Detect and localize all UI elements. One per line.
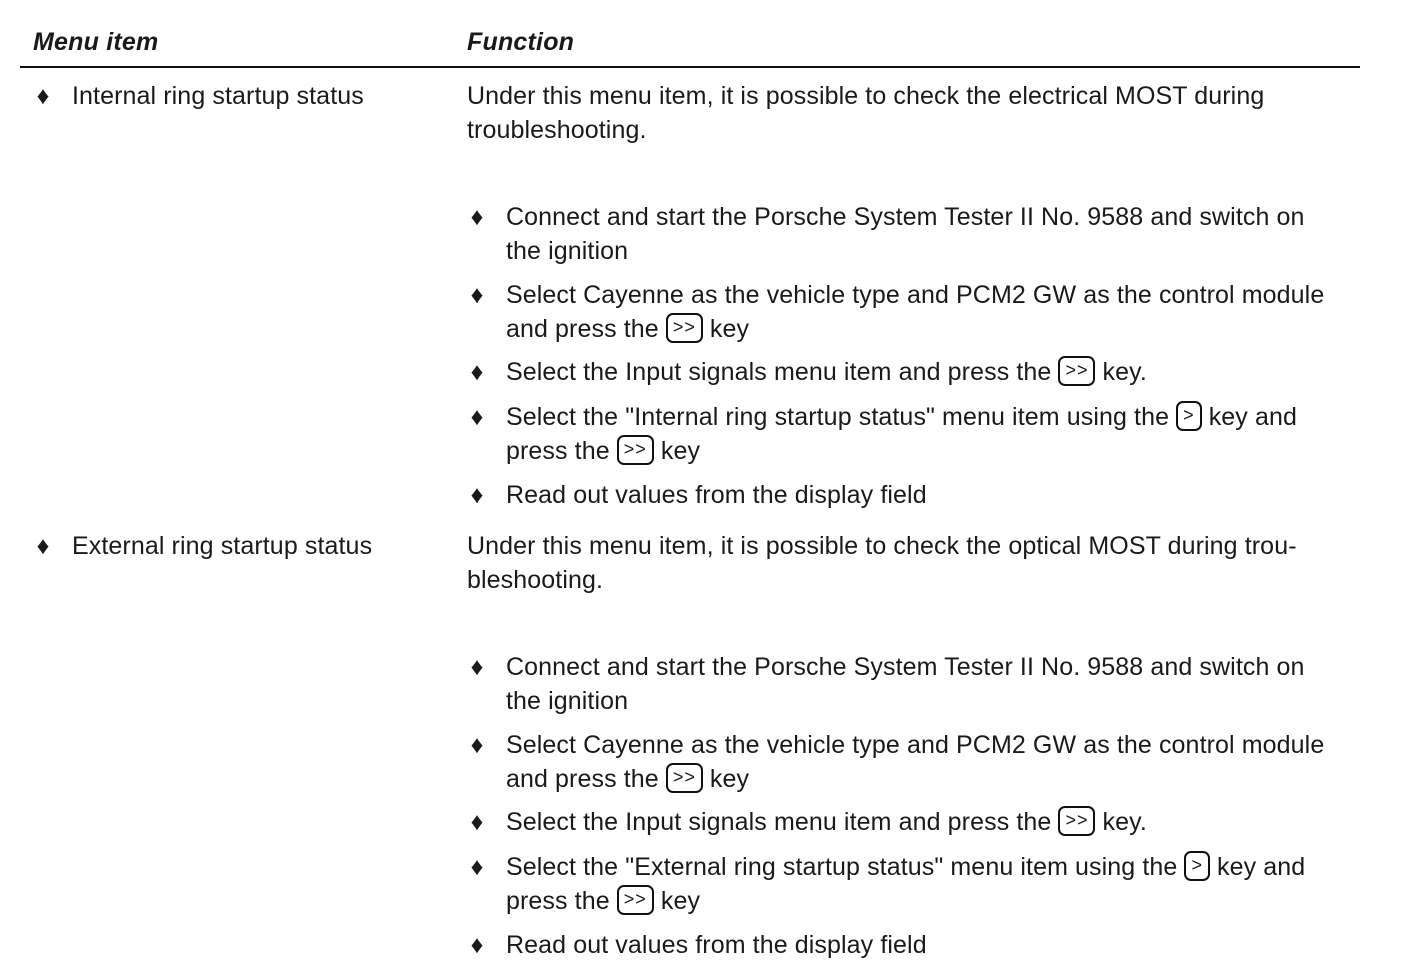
forward-key-icon: >> (617, 435, 654, 465)
forward-key-icon: >> (1058, 356, 1095, 386)
step-text: Read out values from the display field (506, 481, 927, 509)
bullet-icon: ♦ (470, 281, 484, 309)
header-divider (20, 66, 1360, 68)
function-description: Under this menu item, it is possible to check the optical MOST during trou-bleshooting. (467, 532, 1297, 594)
step-text: Read out values from the display field (506, 931, 927, 959)
bullet-icon: ♦ (470, 808, 484, 836)
forward-key-icon: >> (666, 763, 703, 793)
step-text: Select the Input signals menu item and press the >> key. (506, 358, 1147, 386)
forward-key-icon: >> (666, 313, 703, 343)
bullet-icon: ♦ (470, 403, 484, 431)
column-header-menu-item: Menu item (33, 28, 159, 56)
menu-item-label: External ring startup status (72, 532, 373, 560)
bullet-icon: ♦ (470, 853, 484, 881)
step-text: Select Cayenne as the vehicle type and PCM2 GW as the control module and press the >> key (506, 731, 1325, 793)
step-text: Select Cayenne as the vehicle type and PCM2 GW as the control module and press the >> key (506, 281, 1325, 343)
bullet-icon: ♦ (470, 358, 484, 386)
bullet-icon: ♦ (36, 532, 50, 560)
bullet-icon: ♦ (36, 82, 50, 110)
bullet-icon: ♦ (470, 203, 484, 231)
menu-item-label: Internal ring startup status (72, 82, 364, 110)
bullet-icon: ♦ (470, 731, 484, 759)
bullet-icon: ♦ (470, 653, 484, 681)
step-text: Select the "Internal ring startup status" menu item using the > key and press the >> key (506, 403, 1297, 465)
step-text: Select the Input signals menu item and press the >> key. (506, 808, 1147, 836)
step-text: Connect and start the Porsche System Tester II No. 9588 and switch on the ignition (506, 653, 1305, 715)
forward-key-icon: >> (617, 885, 654, 915)
scroll-key-icon: > (1176, 401, 1202, 431)
function-description: Under this menu item, it is possible to check the electrical MOST during troubleshooting. (467, 82, 1265, 144)
forward-key-icon: >> (1058, 806, 1095, 836)
step-text: Select the "External ring startup status" menu item using the > key and press the >> key (506, 853, 1306, 915)
step-text: Connect and start the Porsche System Tester II No. 9588 and switch on the ignition (506, 203, 1305, 265)
scroll-key-icon: > (1184, 851, 1210, 881)
bullet-icon: ♦ (470, 931, 484, 959)
bullet-icon: ♦ (470, 481, 484, 509)
column-header-function: Function (467, 28, 575, 56)
